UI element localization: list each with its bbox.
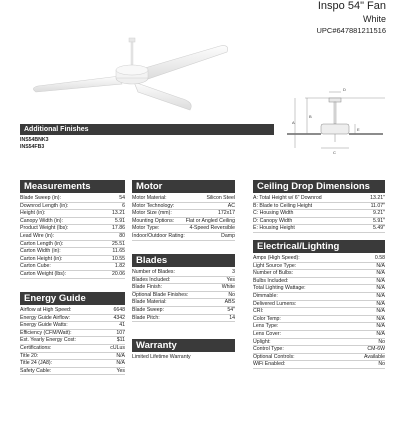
table-row: Title 20: N/A bbox=[20, 352, 125, 359]
table-row: Bulbs Included: N/A bbox=[253, 277, 385, 284]
blades-heading: Blades bbox=[132, 254, 235, 267]
table-row: Blade Sweep (in): 54 bbox=[20, 195, 125, 201]
table-row: Carton Length (in): 25.51 bbox=[20, 240, 125, 247]
motor-table bbox=[132, 195, 235, 241]
dim-label-b: B bbox=[309, 114, 312, 119]
product-finish: White bbox=[362, 14, 386, 24]
measurements-heading: Measurements bbox=[20, 180, 125, 193]
table-row: Blade Sweep: 54" bbox=[132, 306, 235, 313]
table-row: Lens Type: N/A bbox=[253, 323, 385, 330]
dim-label-a: A bbox=[292, 120, 295, 125]
table-row: Color Temp: N/A bbox=[253, 315, 385, 322]
table-row: Carton Height (in): 10.55 bbox=[20, 255, 125, 262]
additional-finishes-heading: Additional Finishes bbox=[20, 124, 274, 135]
table-row: Optional Controls: Available bbox=[253, 353, 385, 360]
table-row: Certifications: cULus bbox=[20, 344, 125, 351]
table-row: Carton Weight (lbs): 20.06 bbox=[20, 270, 125, 277]
dim-label-c: C bbox=[333, 150, 336, 155]
table-row: Downrod Length (in): 6 bbox=[20, 202, 125, 209]
table-row: Safety Cable: Yes bbox=[20, 367, 125, 374]
table-row: Motor Technology: AC bbox=[132, 202, 235, 209]
table-row: Lens Cover: N/A bbox=[253, 330, 385, 337]
table-row: Canopy Width (in): 5.91 bbox=[20, 217, 125, 224]
product-title: Inspo 54" Fan bbox=[317, 0, 386, 12]
table-row: Airflow at High Speed: 6648 bbox=[20, 307, 125, 313]
table-row: E: Housing Height 5.49" bbox=[253, 225, 385, 232]
table-row: Energy Guide Airflow: 4342 bbox=[20, 314, 125, 321]
table-row: Lead Wire (in): 80 bbox=[20, 232, 125, 239]
table-row: Blade Finish: White bbox=[132, 284, 235, 291]
table-row: Blade Material: ABS bbox=[132, 299, 235, 306]
table-row: Product Weight (lbs): 17.86 bbox=[20, 225, 125, 232]
table-row: Efficiency (CFM/Watt): 107 bbox=[20, 329, 125, 336]
ceiling-drop-heading: Ceiling Drop Dimensions bbox=[253, 180, 385, 193]
electrical-table bbox=[253, 255, 385, 369]
table-row: Number of Bulbs: N/A bbox=[253, 270, 385, 277]
table-row: Carton Width (in): 11.65 bbox=[20, 248, 125, 255]
dim-label-d: D bbox=[343, 88, 346, 92]
table-row: Number of Blades: 3 bbox=[132, 269, 235, 275]
table-row: Height (in): 13.21 bbox=[20, 210, 125, 217]
table-row: A: Total Height w/ 6" Downrod 13.21" bbox=[253, 195, 385, 201]
table-row: Carton Cube: 1.82 bbox=[20, 263, 125, 270]
energy-guide-heading: Energy Guide bbox=[20, 292, 125, 305]
table-row: Optional Blade Finishes: No bbox=[132, 291, 235, 298]
additional-finishes-list bbox=[20, 137, 140, 150]
table-row: Title 24 (JA8): N/A bbox=[20, 360, 125, 367]
energy-guide-table bbox=[20, 307, 125, 375]
table-row: Dimmable: N/A bbox=[253, 292, 385, 299]
table-row: CRI: N/A bbox=[253, 308, 385, 315]
electrical-heading: Electrical/Lighting bbox=[253, 240, 385, 253]
table-row: Mounting Options: Flat or Angled Ceiling bbox=[132, 217, 235, 224]
table-row: Uplight: No bbox=[253, 338, 385, 345]
motor-heading: Motor bbox=[132, 180, 235, 193]
table-row: Control Type: CM-6W bbox=[253, 346, 385, 353]
table-row: Motor Size (mm): 172x17 bbox=[132, 210, 235, 217]
dim-label-e: E bbox=[357, 127, 360, 132]
finish-item[interactable]: INS54BNK3 bbox=[20, 137, 49, 143]
product-upc: UPC#647881211516 bbox=[316, 26, 386, 35]
table-row: Delivered Lumens: N/A bbox=[253, 300, 385, 307]
blades-table bbox=[132, 269, 235, 322]
fan-image bbox=[20, 36, 240, 116]
measurements-table bbox=[20, 195, 125, 279]
table-row: Blades Included: Yes bbox=[132, 276, 235, 283]
table-row: Amps (High Speed): 0.58 bbox=[253, 255, 385, 261]
table-row: Limited Lifetime Warranty bbox=[132, 354, 191, 360]
table-row: Indoor/Outdoor Rating: Damp bbox=[132, 232, 235, 239]
table-row: WiFi Enabled: No bbox=[253, 361, 385, 368]
table-row: Light Source Type: N/A bbox=[253, 262, 385, 269]
ceiling-drop-table bbox=[253, 195, 385, 233]
table-row: Blade Pitch: 14 bbox=[132, 314, 235, 321]
table-row: Total Lighting Wattage: N/A bbox=[253, 285, 385, 292]
warranty-table bbox=[132, 354, 235, 361]
warranty-heading: Warranty bbox=[132, 339, 235, 352]
table-row: Energy Guide Watts: 41 bbox=[20, 322, 125, 329]
table-row: Motor Material: Silicon Steel bbox=[132, 195, 235, 201]
table-row: Motor Type: 4-Speed Reversible bbox=[132, 225, 235, 232]
table-row: C: Housing Width 9.21" bbox=[253, 210, 385, 217]
table-row: Est. Yearly Energy Cost: $11 bbox=[20, 337, 125, 344]
finish-item[interactable]: INS54FB3 bbox=[20, 143, 45, 150]
table-row: B: Blade to Ceiling Height 11.07" bbox=[253, 202, 385, 209]
table-row: D: Canopy Width 5.91" bbox=[253, 217, 385, 224]
